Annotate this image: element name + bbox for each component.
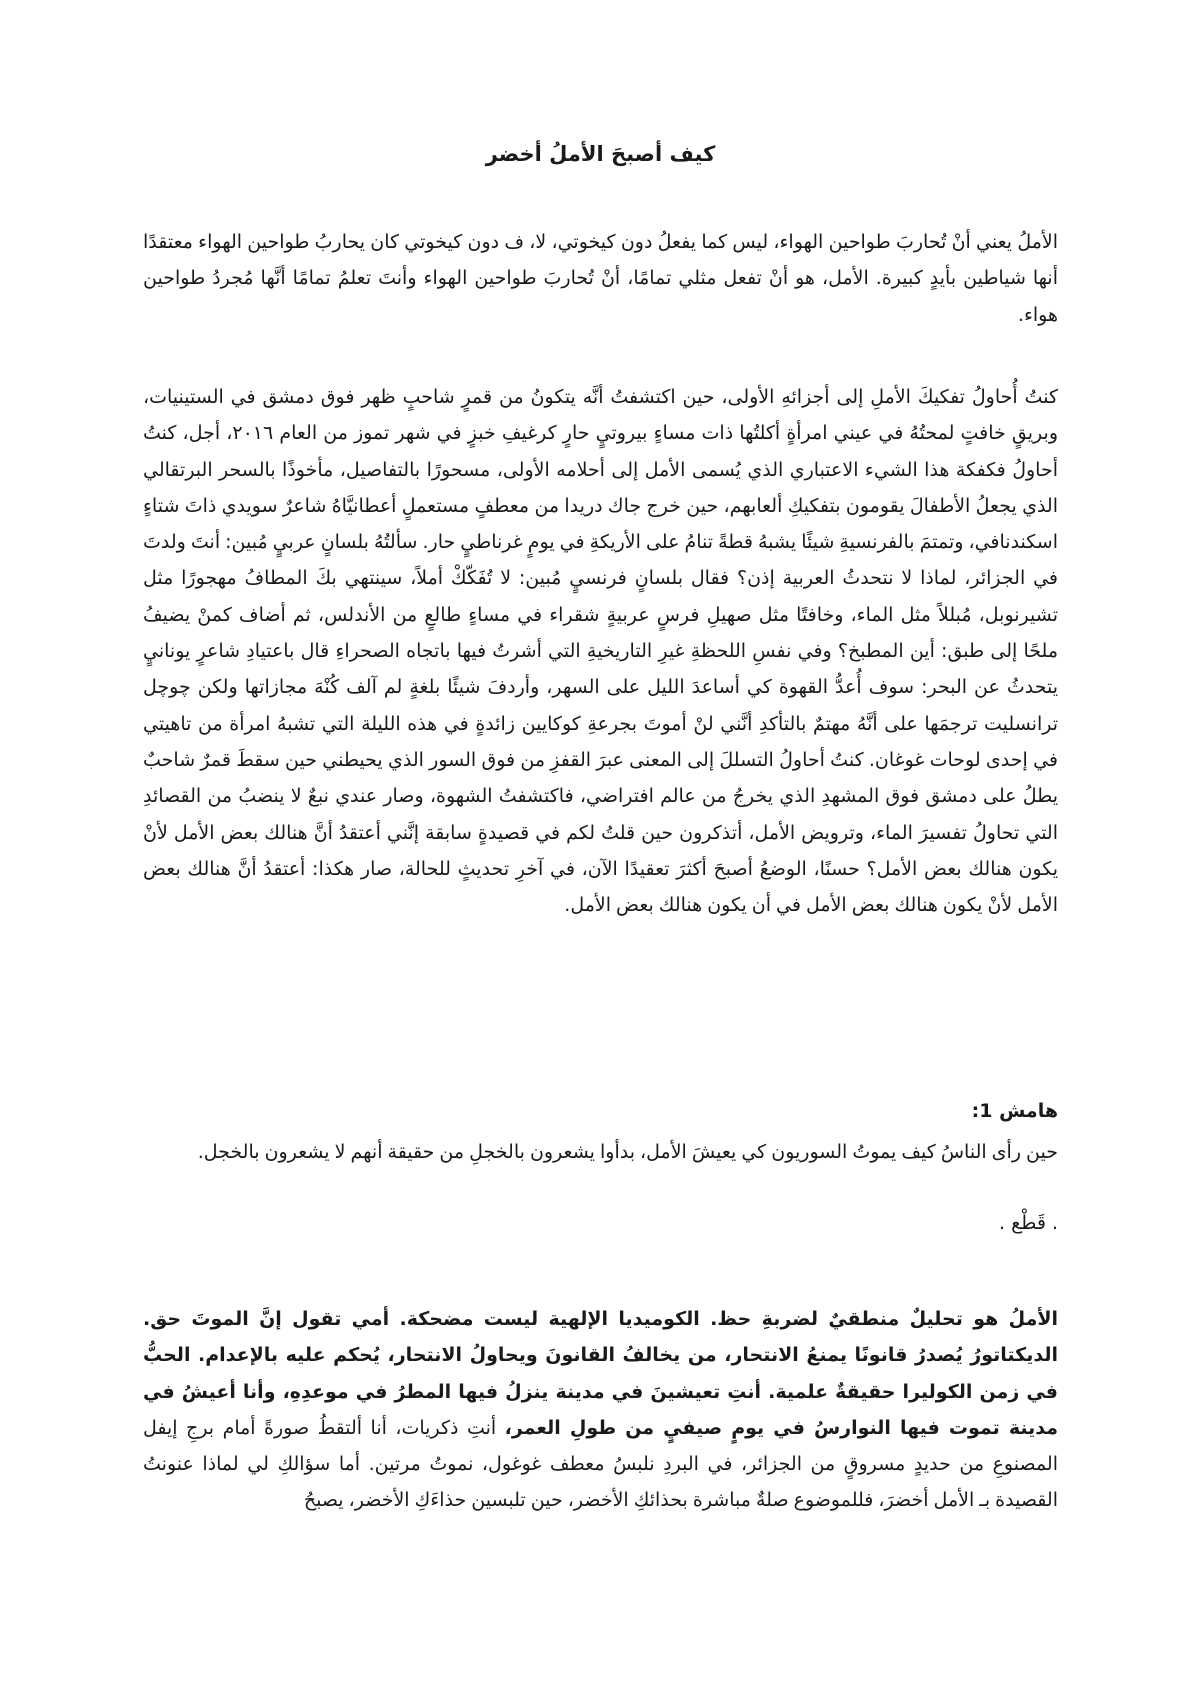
paragraph-3-bold: الأملُ هو تحليلٌ منطقيٌ لضربةِ حظ. الكوميديا الإلهية ليست مضحكة. أمي تقول إنَّ الموتَ حق. الديكتاتورُ يُصدرُ قانونًا يمنعُ الانتحار، من يخالفُ القانونَ ويحاولُ الانتحار، يُحكم عليه بالإعدام. الحبُّ في زمن الكوليرا حقيقةٌ علمية. أنتِ تعيشينَ في مدينة ينزلُ فيها المطرُ في موعدِهِ، وأنا أعيشُ في مدينة تموت فيها النوارسُ في يومٍ صيفيٍ من طولِ العمر، [143,1308,1058,1439]
paragraph-3 [143,1301,1058,1519]
poem-title: كيف أصبحَ الأملُ أخضر [485,142,716,166]
paragraph-1: الأملُ يعني أنْ تُحاربَ طواحين الهواء، ليس كما يفعلُ دون كيخوتي، لا، ف دون كيخوتي كان يحاربُ طواحين الهواء معتقدًا أنها شياطين بأيدٍ كبيرة. الأمل، هو أنْ تفعل مثلي تمامًا، أنْ تُحاربَ طواحين الهواء وأنتَ تعلمُ تمامًا أنَّها مُجردُ طواحين هواء. [143,231,1058,326]
footnote-cut: . قَطْع . [999,1212,1058,1234]
footnote-text: حين رأى الناسُ كيف يموتُ السوريون كي يعيشَ الأمل، بدأوا يشعرون بالخجلِ من حقيقة أنهم لا يشعرون بالخجل. [197,1141,1058,1163]
footnote-heading: هامش 1: [971,1100,1058,1122]
document-page [143,0,1058,1698]
paragraph-3-rest: أنتِ ذكريات، أنا ألتقطُ صورةً أمام برجِ إيفل المصنوعِ من حديدٍ مسروقٍ من الجزائر، في البردِ نلبسُ معطف غوغول، نموتُ مرتين. أما سؤالكِ لي لماذا عنونتُ القصيدة بـ الأمل أخضرَ، فللموضوع صلةٌ مباشرة بحذائكِ الأخضر، حين تلبسين حذاءَكِ الأخضر، يصبحُ [143,1416,1058,1512]
paragraph-2: كنتُ أُحاولُ تفكيكَ الأملِ إلى أجزائهِ الأولى، حين اكتشفتُ أنَّه يتكونُ من قمرٍ شاحبٍ ظهر فوق دمشق في الستينيات، وبريقٍ خافتٍ لمحتُهُ في عيني امرأةٍ أكلتُها ذات مساءٍ بيروتيٍ حارٍ كرغيفِ خبزٍ في شهر تموز من العام ٢٠١٦، أجل، كنتُ أحاولُ فكفكة هذا الشيء الاعتباري الذي يُسمى الأمل إلى أحلامه الأولى، مسحورًا بالتفاصيل، مأخوذًا بالسحر البرتقالي الذي يجعلُ الأطفالَ يقومون بتفكيكِ ألعابهم، حين خرج جاك دريدا من معطفٍ مستعملٍ أعطانيَّاهُ شاعرٌ سويدي ذاتَ شتاءٍ اسكندنافي، وتمتمَ بالفرنسيةِ شيئًا يشبهُ قطةً تنامُ على الأريكةِ في يومٍ غرناطيٍ حار. سألتُهُ بلسانٍ عربيٍ مُبين: أنتَ ولدتَ في الجزائر، لماذا لا نتحدثُ العربية إذن؟ فقال بلسانٍ فرنسيٍ مُبين: لا تُفَكّكْ أملاً، سينتهي بكَ المطافُ مهجورًا مثل تشيرنوبل، مُبللاً مثل الماء، وخافتًا مثل صهيلِ فرسٍ عربيةٍ شقراء في مساءٍ طالعٍ من الأندلس، ثم أضاف كمنْ يضيفُ ملحًا إلى طبق: أين المطبخ؟ وفي نفسِ اللحظةِ غيرِ التاريخيةِ التي أشرتُ فيها باتجاه الصحراءِ قال باعتيادِ شاعرٍ يونانيٍ يتحدثُ عن البحر: سوف أُعدُّ القهوة كي أساعدَ الليل على السهر، وأردفَ شيئًا بلغةٍ لم آلف كُنْهَ مجازاتها ولكن چوچل ترانسليت ترجمَها على أنَّهُ مهتمٌ بالتأكدِ أنَّني لنْ أموتَ بجرعةِ كوكايين زائدةٍ في هذه الليلة التي تشبهُ امرأة من تاهيتي في إحدى لوحات غوغان. كنتُ أحاولُ التسللَ إلى المعنى عبرَ القفزِ من فوق السور الذي يحيطني حين سقطَ قمرٌ شاحبٌ يطلُ على دمشق فوق المشهدِ الذي يخرجُ من عالم افتراضي، فاكتشفتُ الشهوة، وصار عندي نبعٌ لا ينضبُ من القصائدِ التي تحاولُ تفسيرَ الماء، وترويض الأمل، أتذكرون حين قلتُ لكم في قصيدةٍ سابقة إنَّني أعتقدُ أنَّ هنالك بعض الأمل لأنْ يكون هنالك بعض الأمل؟ حسنًا، الوضعُ أصبحَ أكثرَ تعقيدًا الآن، في آخرِ تحديثٍ للحالة، صار هكذا: أعتقدُ أنَّ هنالك بعض الأمل لأنْ يكون هنالك بعض الأمل في أن يكون هنالك بعض الأمل. [143,386,1058,917]
